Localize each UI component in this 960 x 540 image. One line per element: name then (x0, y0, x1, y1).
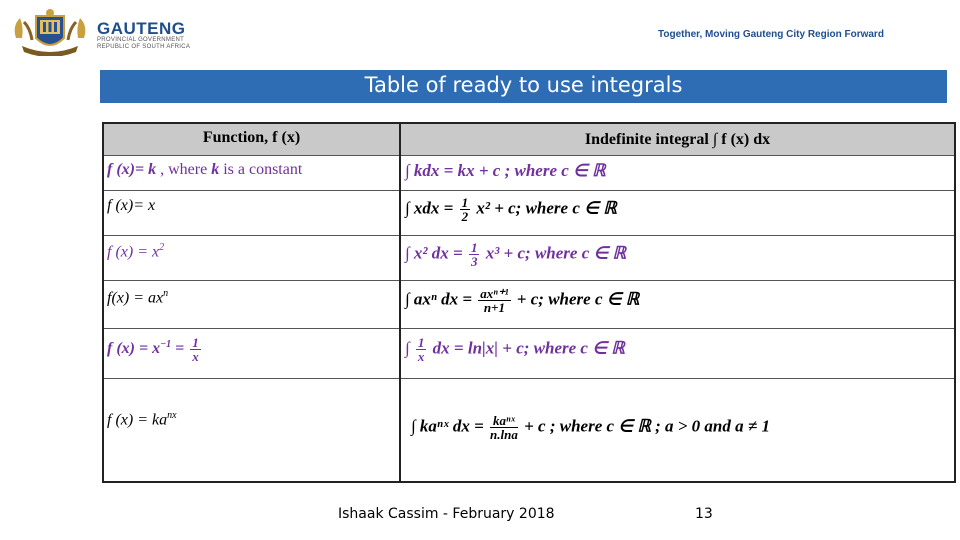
page-number: 13 (695, 506, 713, 522)
fraction-denominator: n+1 (483, 300, 505, 315)
fraction-denominator: n.lna (490, 427, 518, 442)
fraction (469, 241, 480, 268)
integral-formula (405, 336, 625, 363)
integrals-table (102, 122, 956, 483)
header-function-label: Function, f (x) (202, 129, 301, 146)
fraction (416, 336, 427, 363)
function-text (107, 161, 302, 179)
header-integral (401, 124, 954, 155)
function-text (107, 242, 164, 261)
logo-subline-2: REPUBLIC OF SOUTH AFRICA (97, 43, 191, 50)
table-row (104, 328, 954, 379)
fraction-numerator: kaⁿˣ (490, 414, 518, 428)
fraction-denominator: 2 (461, 209, 469, 224)
table-row (104, 280, 954, 329)
function-cell (104, 328, 401, 378)
function-cell (104, 190, 401, 235)
integral-cell (401, 280, 954, 328)
integral-part-b: x³ + c; where c ∈ ℝ (481, 243, 627, 263)
fn-exponent: 2 (159, 242, 165, 253)
fraction (460, 196, 471, 223)
fn-prefix: f (x)= (107, 161, 149, 178)
fn-equals: = (171, 340, 189, 358)
fraction-denominator: x (192, 349, 199, 364)
slide-title: Table of ready to use integrals (100, 70, 947, 103)
integral-part-b: + c ; where c ∈ ℝ ; a > 0 and a ≠ 1 (519, 416, 770, 436)
fraction (478, 287, 510, 314)
table-header-row (104, 124, 954, 156)
footer-author: Ishaak Cassim - February 2018 (338, 506, 555, 522)
header-function (104, 124, 401, 155)
integral-part-a: ∫ kaⁿˣ dx = (411, 416, 489, 436)
logo-name: GAUTENG (97, 19, 186, 38)
fn-exponent: n (163, 288, 169, 299)
function-cell (104, 235, 401, 280)
fraction-numerator: 1 (417, 335, 425, 350)
integral-formula: ∫ kdx = kx + c ; where c ∈ ℝ (405, 161, 606, 180)
logo-subline-1: PROVINCIAL GOVERNMENT (97, 37, 185, 43)
integral-formula (405, 287, 639, 314)
fraction (490, 414, 518, 441)
header-integral-label: Indefinite integral ∫ f (x) dx (584, 131, 771, 148)
integral-cell (401, 378, 954, 481)
function-cell (104, 280, 401, 328)
fn-base: f (x) = x (107, 243, 160, 261)
gauteng-logo-text (97, 20, 190, 50)
integral-part-b: x² + c; where c ∈ ℝ (472, 198, 617, 218)
integral-part-b: + c; where c ∈ ℝ (512, 289, 640, 309)
function-text (107, 288, 168, 307)
integral-formula (405, 241, 626, 268)
integral-formula (411, 414, 770, 441)
fraction-numerator: 1 (192, 335, 199, 350)
integral-part-b: dx = ln|x| + c; where c ∈ ℝ (428, 338, 625, 358)
page-header (0, 0, 960, 64)
table-row (104, 378, 954, 481)
fn-exponent: nx (167, 410, 177, 421)
fn-constant: is a constant (219, 161, 303, 178)
fraction-denominator: x (417, 349, 425, 364)
integral-part-a: ∫ x² dx = (405, 243, 467, 263)
table-row (104, 155, 954, 191)
fn-base: f (x) = x (107, 340, 161, 358)
fraction-numerator: axⁿ⁺¹ (480, 286, 509, 301)
integral-part-a: ∫ xdx = (405, 198, 458, 218)
fn-where: , where (156, 161, 212, 178)
fn-exponent: −1 (160, 338, 172, 350)
integral-formula (405, 196, 617, 223)
coat-of-arms-logo (10, 8, 90, 56)
fn-k: k (148, 161, 157, 178)
fn-base: f(x) = ax (107, 289, 164, 307)
function-cell (104, 378, 401, 481)
fn-k2: k (211, 161, 220, 178)
table-row (104, 190, 954, 236)
tagline: Together, Moving Gauteng City Region Forward (658, 29, 884, 40)
integral-cell (401, 190, 954, 235)
integral-cell (401, 155, 954, 190)
function-text (107, 410, 177, 429)
integral-cell (401, 235, 954, 280)
function-cell (104, 155, 401, 190)
function-text: f (x)= x (107, 197, 156, 214)
fn-base: f (x) = ka (107, 411, 168, 429)
fraction-numerator: 1 (470, 240, 478, 255)
fraction-numerator: 1 (461, 195, 469, 210)
integral-cell (401, 328, 954, 378)
integral-part-a: ∫ (405, 338, 414, 358)
fraction-denominator: 3 (470, 254, 478, 269)
function-text (107, 336, 203, 363)
integral-part-a: ∫ axⁿ dx = (405, 289, 477, 309)
fraction (190, 336, 201, 363)
table-row (104, 235, 954, 281)
